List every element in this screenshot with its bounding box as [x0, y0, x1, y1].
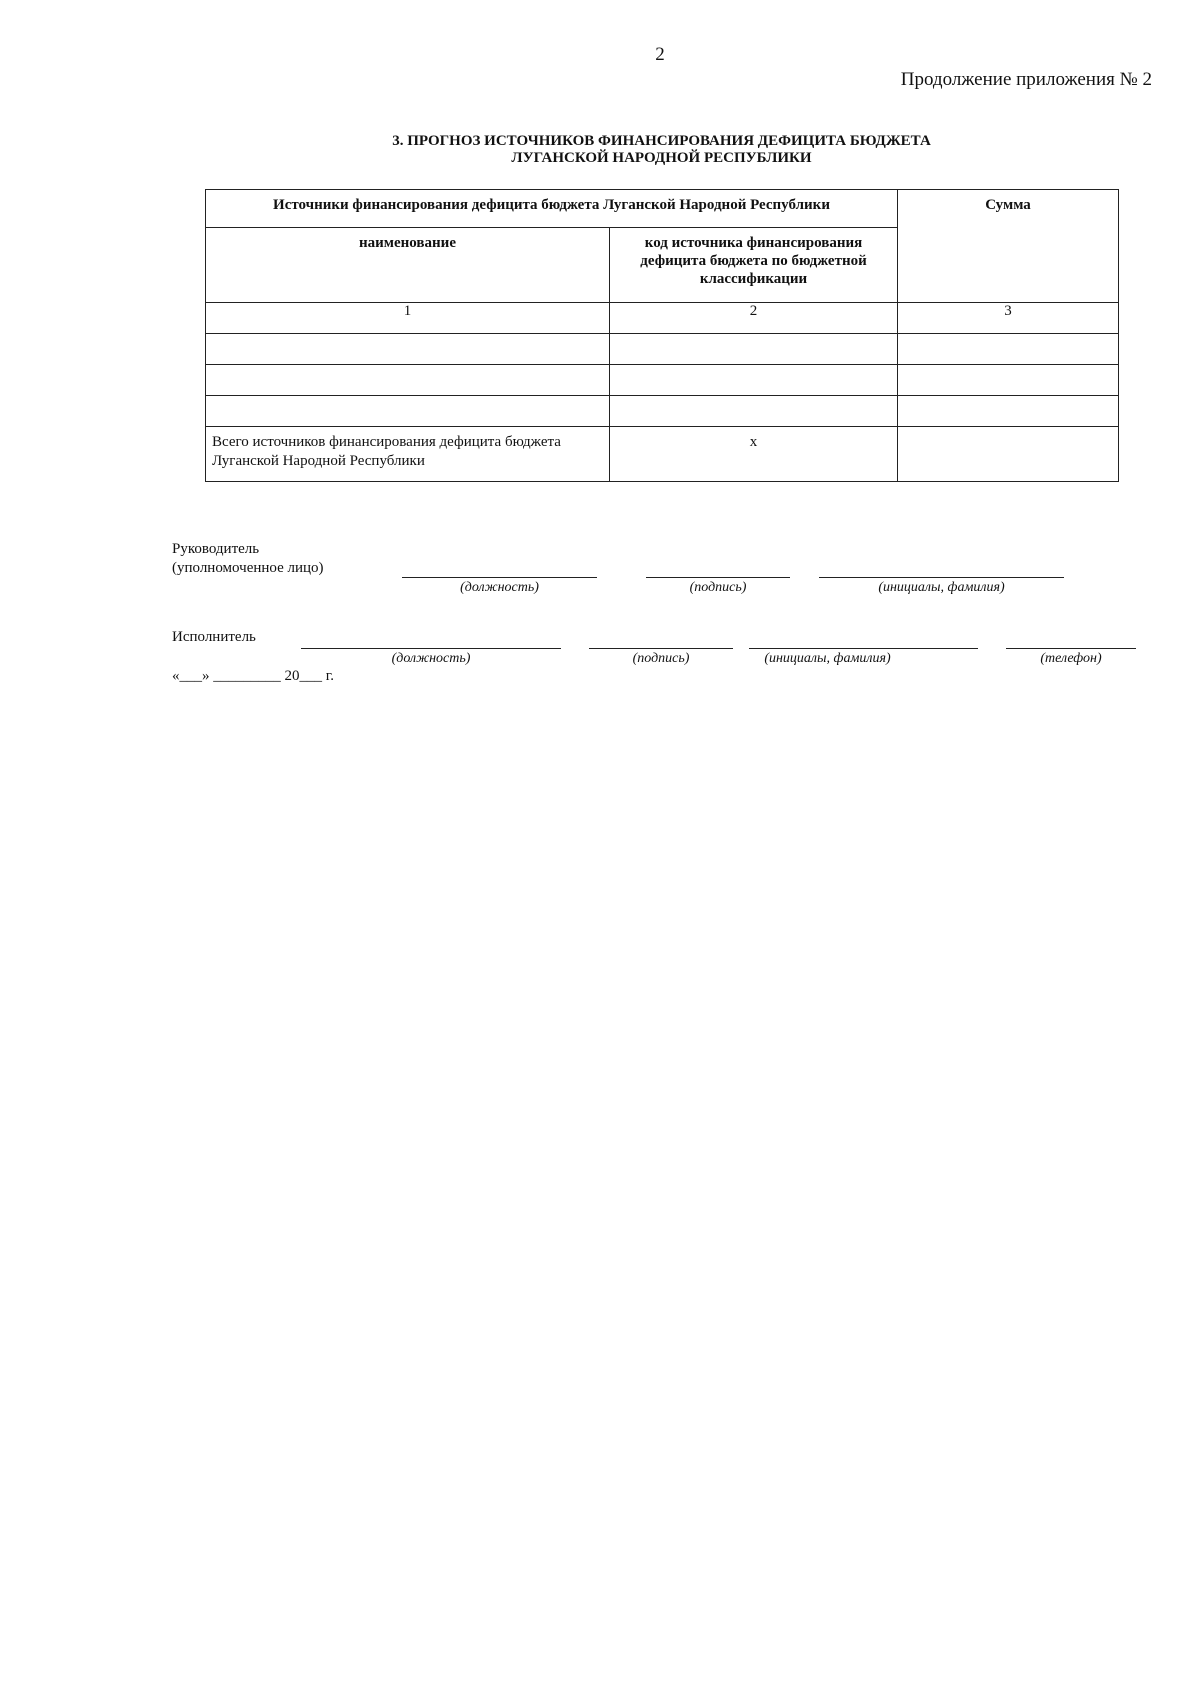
column-number-2: 2: [610, 303, 898, 334]
head-label-line-1: Руководитель: [172, 541, 260, 557]
executor-signature-caption: (подпись): [632, 651, 690, 666]
executor-signature-line: [589, 648, 733, 649]
empty-cell: [206, 334, 610, 365]
document-title: [205, 133, 1118, 167]
empty-cell: [610, 334, 898, 365]
executor-phone-line: [1006, 648, 1136, 649]
page-number: 2: [655, 44, 665, 65]
column-number-row: [206, 303, 1119, 334]
table-row: [206, 334, 1119, 365]
header-group-cell: Источники финансирования дефицита бюджета Луганской Народной Республики: [206, 190, 898, 228]
total-sum-cell: [898, 427, 1119, 482]
total-row: [206, 427, 1119, 482]
column-number-3: 3: [898, 303, 1119, 334]
title-line-2: ЛУГАНСКОЙ НАРОДНОЙ РЕСПУБЛИКИ: [511, 150, 812, 166]
total-code-cell: х: [610, 427, 898, 482]
head-position-caption: (должность): [460, 580, 539, 595]
appendix-note: Продолжение приложения № 2: [900, 69, 1152, 90]
table-row: [206, 365, 1119, 396]
executor-label: Исполнитель: [172, 629, 256, 645]
empty-cell: [898, 396, 1119, 427]
executor-position-caption: (должность): [391, 651, 471, 666]
head-position-line: [402, 577, 597, 578]
empty-cell: [206, 396, 610, 427]
header-name-cell: наименование: [206, 228, 610, 303]
head-initials-line: [819, 577, 1064, 578]
executor-phone-caption: (телефон): [1040, 651, 1102, 666]
title-line-1: 3. ПРОГНОЗ ИСТОЧНИКОВ ФИНАНСИРОВАНИЯ ДЕФИЦИТА БЮДЖЕТА: [392, 133, 931, 149]
head-signature-caption: (подпись): [689, 580, 747, 595]
executor-initials-line: [749, 648, 978, 649]
empty-cell: [898, 365, 1119, 396]
head-signature-line: [646, 577, 790, 578]
executor-position-line: [301, 648, 561, 649]
executor-initials-caption: (инициалы, фамилия): [764, 651, 891, 666]
total-label-cell: Всего источников финансирования дефицита бюджета Луганской Народной Республики: [206, 427, 610, 482]
table-row: [206, 396, 1119, 427]
head-initials-caption: (инициалы, фамилия): [878, 580, 1005, 595]
table-header-row: [206, 190, 1119, 228]
empty-cell: [206, 365, 610, 396]
date-line: «___» _________ 20___ г.: [172, 668, 334, 684]
empty-cell: [610, 365, 898, 396]
financing-sources-table: [205, 189, 1119, 482]
empty-cell: [898, 334, 1119, 365]
header-code-cell: код источника финансирования дефицита бюджета по бюджетной классификации: [610, 228, 898, 303]
header-sum-cell: Сумма: [898, 190, 1119, 303]
head-label-line-2: (уполномоченное лицо): [172, 560, 324, 576]
empty-cell: [610, 396, 898, 427]
column-number-1: 1: [206, 303, 610, 334]
